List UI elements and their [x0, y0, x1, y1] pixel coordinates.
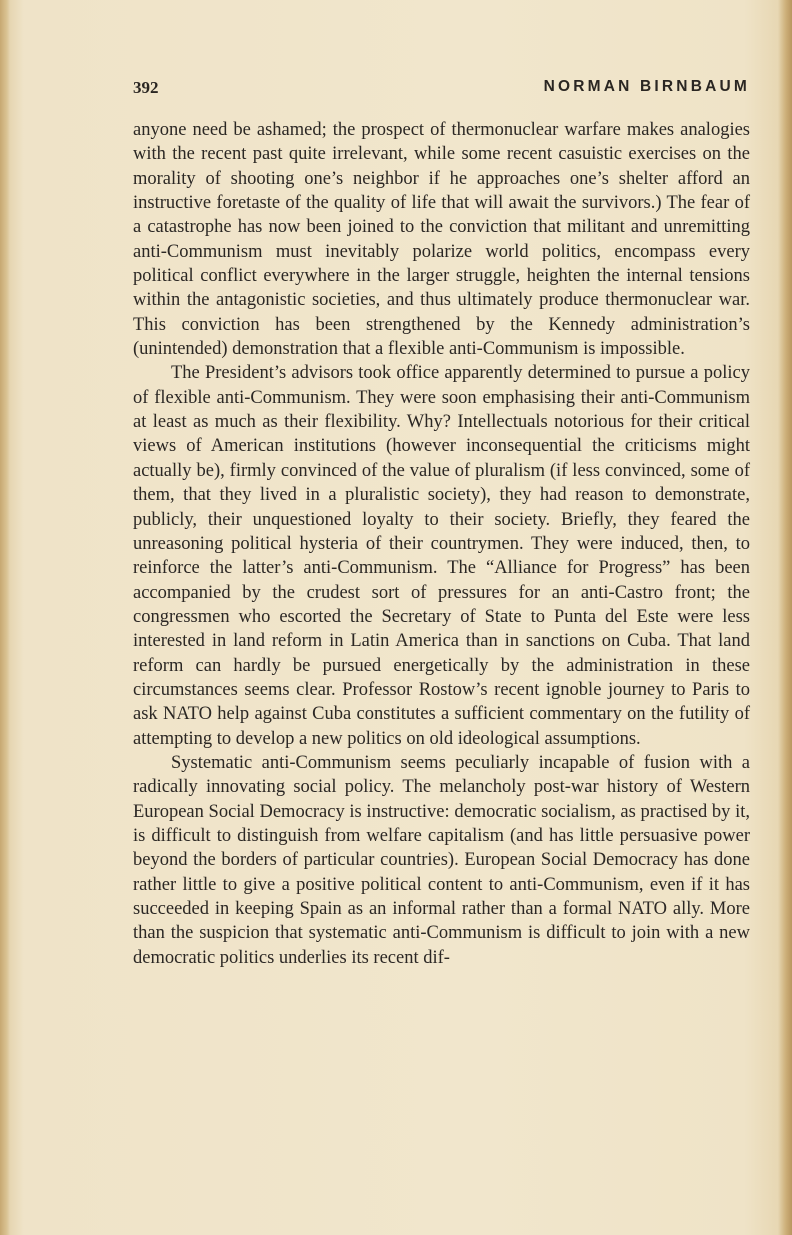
running-head-author: NORMAN BIRNBAUM [543, 78, 750, 95]
paragraph-continued: anyone need be ashamed; the prospect of thermonuclear warfare makes analogies with the recent past quite irrelevant, while some recent casuistic exercises on the morality of shooting one’s neighbor if he approaches one’s shelter afford an instructive foretaste of the quality of life that will await the survivors.) The fear of a catastrophe has now been joined to the conviction that militant and unremitting anti-Communism must inevitably polarize world politics, encompass every political conflict everywhere in the larger struggle, heighten the internal tensions within the antagonistic societies, and thus ultimately produce thermonuclear war. This conviction has been strengthened by the Kennedy administration’s (unintended) demonstration that a flexible anti-Communism is impossible. [133, 120, 750, 360]
page-outer-edge [778, 0, 792, 1235]
body-text [133, 118, 750, 970]
paragraph: Systematic anti-Communism seems peculiarly incapable of fusion with a radically innovating social policy. The melancholy post-war history of Western European Social Democracy is instructive: democratic socialism, as practised by it, is difficult to distinguish from welfare capitalism (and has little persuasive power beyond the borders of particular countries). European Social Democracy has done rather little to give a positive political content to anti-Communism, even if it has succeeded in keeping Spain as an informal rather than a formal NATO ally. More than the suspicion that systematic anti-Communism is difficult to join with a new democratic politics underlies its recent dif- [133, 752, 750, 968]
page-header [133, 78, 750, 102]
page-number: 392 [133, 78, 159, 97]
paragraph: The President’s advisors took office apparently determined to pursue a policy of flexible anti-Communism. They were soon emphasising their anti-Communism at least as much as their flexibility. Why? Intellectuals notorious for their critical views of American institutions (however inconsequential the criticisms might actually be), firmly convinced of the value of pluralism (if less convinced, some of them, that they lived in a pluralistic society), they had reason to demonstrate, publicly, their unquestioned loyalty to their society. Briefly, they feared the unreasoning political hysteria of their countrymen. They were induced, then, to reinforce the latter’s anti-Communism. The “Alliance for Progress” has been accompanied by the crudest sort of pressures for an anti-Castro front; the congressmen who escorted the Secretary of State to Punta del Este were less interested in land reform in Latin America than in sanctions on Cuba. That land reform can hardly be pursued energetically by the administration in these circumstances seems clear. Professor Rostow’s recent ignoble journey to Paris to ask NATO help against Cuba constitutes a sufficient commentary on the futility of attempting to develop a new politics on old ideological assumptions. [133, 363, 750, 749]
page-binding-edge [0, 0, 10, 1235]
